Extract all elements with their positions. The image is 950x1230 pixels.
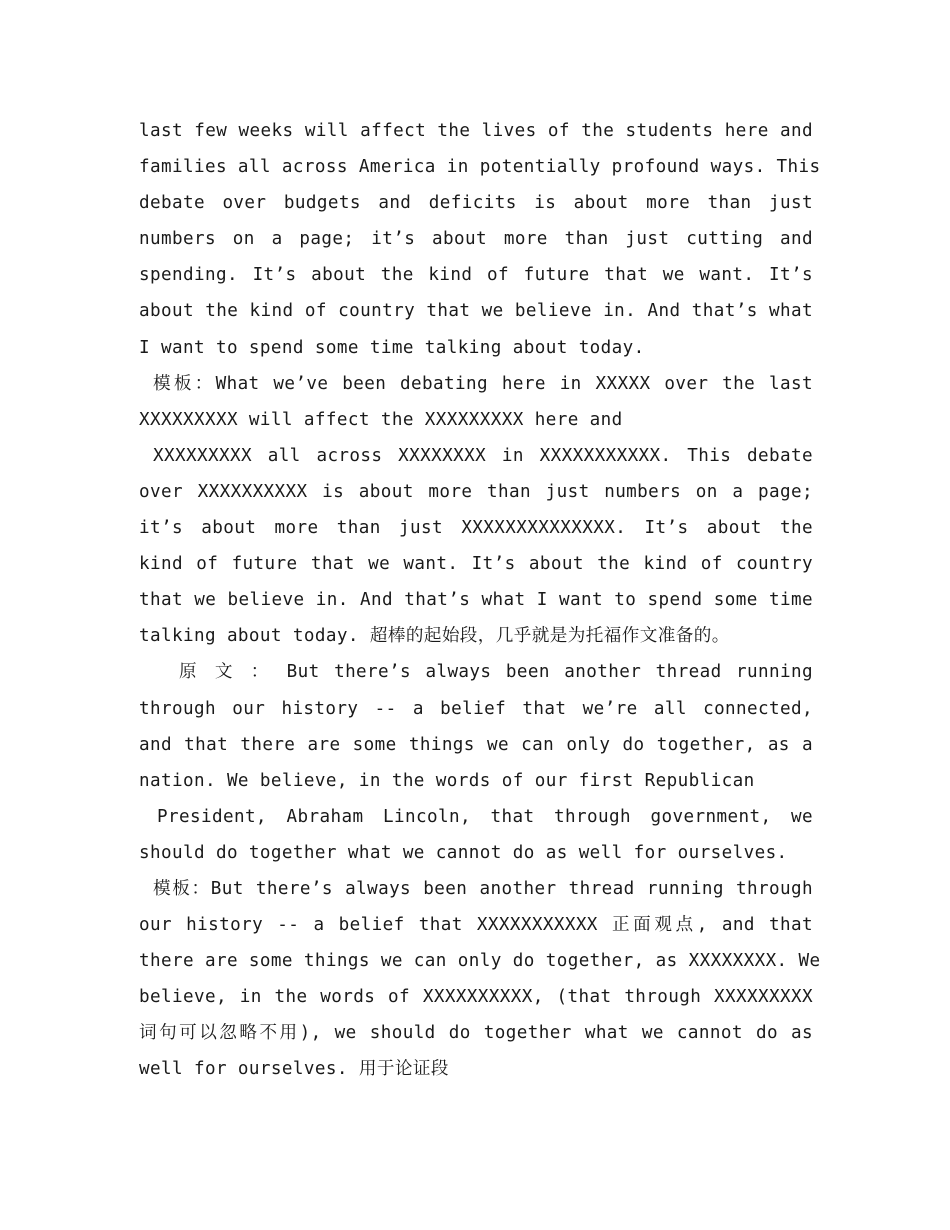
text-line: XXXXXXXXX will affect the XXXXXXXXX here and bbox=[139, 409, 623, 430]
text-line: families all across America in potentially profound ways. This bbox=[139, 157, 821, 178]
text-line: debate over budgets and deficits is about more than just bbox=[139, 193, 813, 214]
template-label-line: 模板：But there’s always been another thread running through bbox=[153, 878, 813, 899]
original-label-line: 原 文 ： But there’s always been another thread running bbox=[179, 662, 813, 683]
text-line: there are some things we can only do together, as XXXXXXXX. We bbox=[139, 951, 821, 972]
text-line: through our history -- a belief that we’re all connected, bbox=[139, 698, 813, 719]
text-line: our history -- a belief that XXXXXXXXXXX 正面观点, and that bbox=[139, 915, 813, 936]
text-line: kind of future that we want. It’s about the kind of country bbox=[139, 554, 813, 575]
text-line: spending. It’s about the kind of future that we want. It’s bbox=[139, 265, 813, 286]
text-line: believe, in the words of XXXXXXXXXX, (that through XXXXXXXXX bbox=[139, 987, 813, 1008]
text-line: well for ourselves. 用于论证段 bbox=[139, 1059, 449, 1080]
text-line: it’s about more than just XXXXXXXXXXXXXX. It’s about the bbox=[139, 518, 813, 539]
text-line: should do together what we cannot do as well for ourselves. bbox=[139, 842, 788, 863]
text-line: over XXXXXXXXXX is about more than just numbers on a page; bbox=[139, 481, 813, 502]
text-line: President, Abraham Lincoln, that through government, we bbox=[157, 806, 813, 827]
text-line: and that there are some things we can only do together, as a bbox=[139, 734, 813, 755]
template-label-line: 模板：What we’ve been debating here in XXXXX over the last bbox=[153, 373, 813, 394]
text-line: that we believe in. And that’s what I want to spend some time bbox=[139, 590, 813, 611]
text-line: about the kind of country that we believe in. And that’s what bbox=[139, 301, 813, 322]
text-line: I want to spend some time talking about today. bbox=[139, 337, 645, 358]
text-line: nation. We believe, in the words of our first Republican bbox=[139, 770, 755, 791]
text-line: numbers on a page; it’s about more than just cutting and bbox=[139, 229, 813, 250]
text-line: 词句可以忽略不用), we should do together what we cannot do as bbox=[139, 1023, 813, 1044]
document-page bbox=[139, 113, 821, 1088]
text-line: XXXXXXXXX all across XXXXXXXX in XXXXXXXXXXX. This debate bbox=[153, 445, 813, 466]
text-line: talking about today. 超棒的起始段，几乎就是为托福作文准备的。 bbox=[139, 626, 730, 647]
text-line: last few weeks will affect the lives of the students here and bbox=[139, 121, 813, 141]
